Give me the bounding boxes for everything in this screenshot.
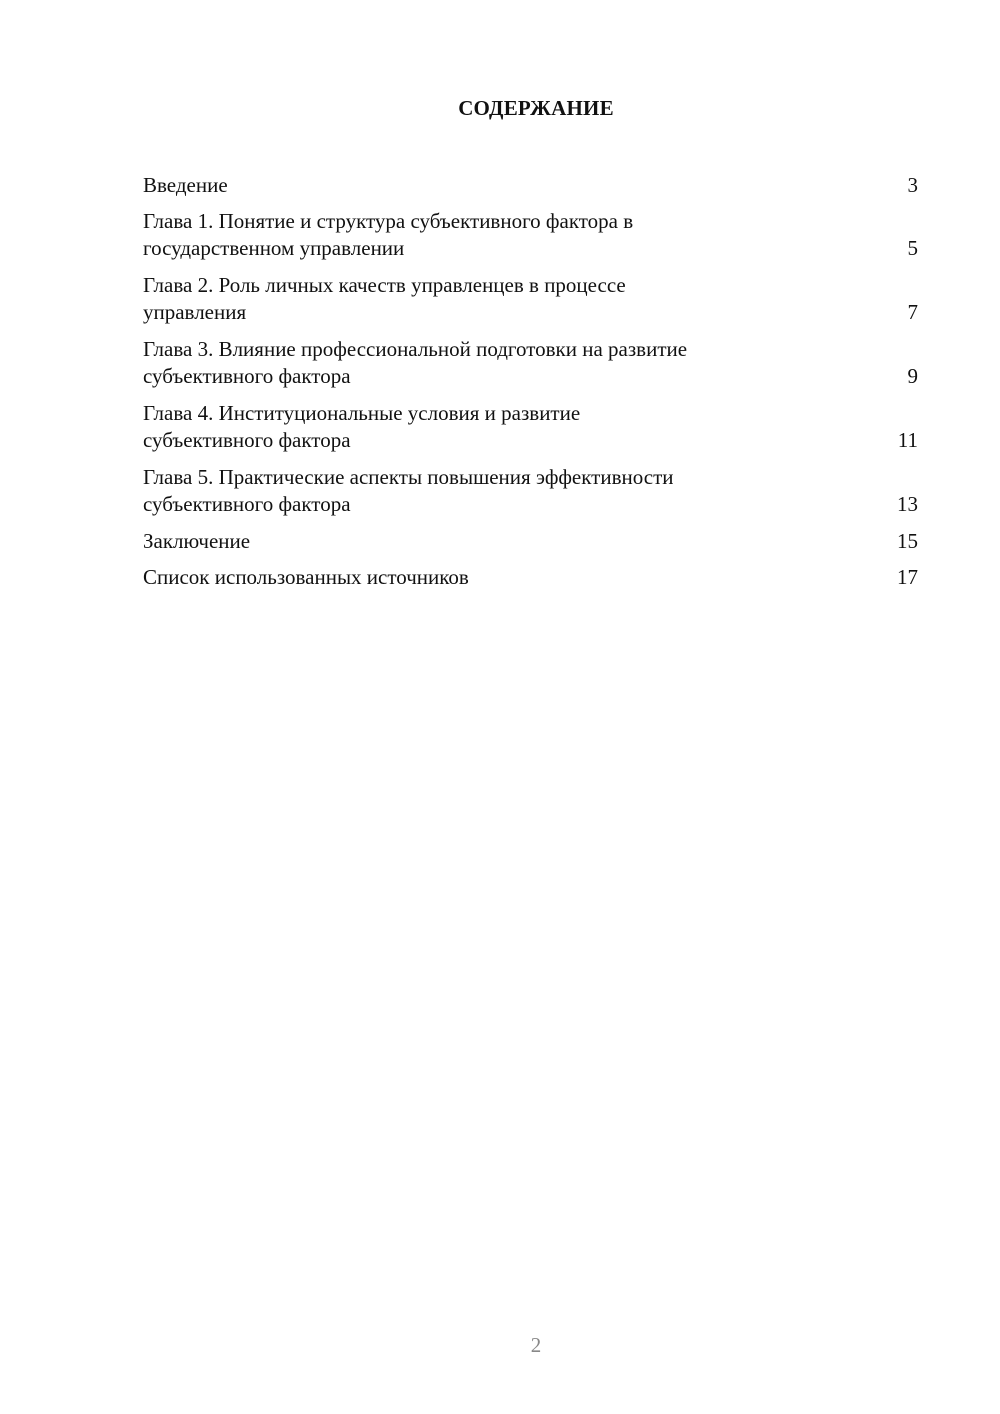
toc-entry-text bbox=[143, 464, 888, 518]
toc-entry-text bbox=[143, 272, 888, 326]
toc-entry-line: Глава 1. Понятие и структура субъективного фактора в bbox=[143, 209, 634, 233]
toc-entry-page: 5 bbox=[907, 236, 918, 260]
toc-entry-line: Глава 4. Институциональные условия и развитие bbox=[143, 401, 581, 425]
toc-entry-chapter-2[interactable] bbox=[143, 272, 918, 326]
toc-entry-line: управления bbox=[143, 300, 247, 324]
toc-entry-page: 13 bbox=[897, 492, 918, 516]
toc-entry-line: Список использованных источников bbox=[143, 565, 469, 589]
toc-entry-line: Введение bbox=[143, 173, 228, 197]
toc-entry-text bbox=[143, 528, 888, 555]
toc-entry-line: Глава 2. Роль личных качеств управленцев в процессе bbox=[143, 273, 626, 297]
toc-entry-conclusion[interactable] bbox=[143, 528, 918, 555]
toc-entry-chapter-1[interactable] bbox=[143, 208, 918, 262]
toc-entry-line: государственном управлении bbox=[143, 236, 405, 260]
toc-entry-line: субъективного фактора bbox=[143, 364, 351, 388]
table-of-contents bbox=[143, 172, 918, 600]
toc-entry-line: субъективного фактора bbox=[143, 492, 351, 516]
toc-entry-line: субъективного фактора bbox=[143, 428, 351, 452]
toc-entry-text bbox=[143, 564, 888, 591]
toc-title: СОДЕРЖАНИЕ bbox=[458, 96, 614, 120]
toc-entry-page: 11 bbox=[897, 428, 918, 452]
toc-entry-line: Заключение bbox=[143, 529, 251, 553]
toc-entry-introduction[interactable] bbox=[143, 172, 918, 199]
toc-entry-text bbox=[143, 400, 888, 454]
toc-entry-line: Глава 3. Влияние профессиональной подготовки на развитие bbox=[143, 337, 688, 361]
toc-entry-line: Глава 5. Практические аспекты повышения эффективности bbox=[143, 465, 674, 489]
toc-entry-text bbox=[143, 172, 888, 199]
toc-entry-page: 17 bbox=[897, 565, 918, 589]
toc-entry-text bbox=[143, 336, 888, 390]
toc-entry-chapter-3[interactable] bbox=[143, 336, 918, 390]
page-number: 2 bbox=[530, 1333, 542, 1357]
toc-entry-page: 9 bbox=[907, 364, 918, 388]
toc-entry-text bbox=[143, 208, 888, 262]
toc-entry-chapter-4[interactable] bbox=[143, 400, 918, 454]
toc-entry-page: 3 bbox=[907, 173, 918, 197]
toc-entry-chapter-5[interactable] bbox=[143, 464, 918, 518]
toc-entry-page: 7 bbox=[907, 300, 918, 324]
toc-entry-page: 15 bbox=[897, 529, 918, 553]
toc-entry-references[interactable] bbox=[143, 564, 918, 591]
